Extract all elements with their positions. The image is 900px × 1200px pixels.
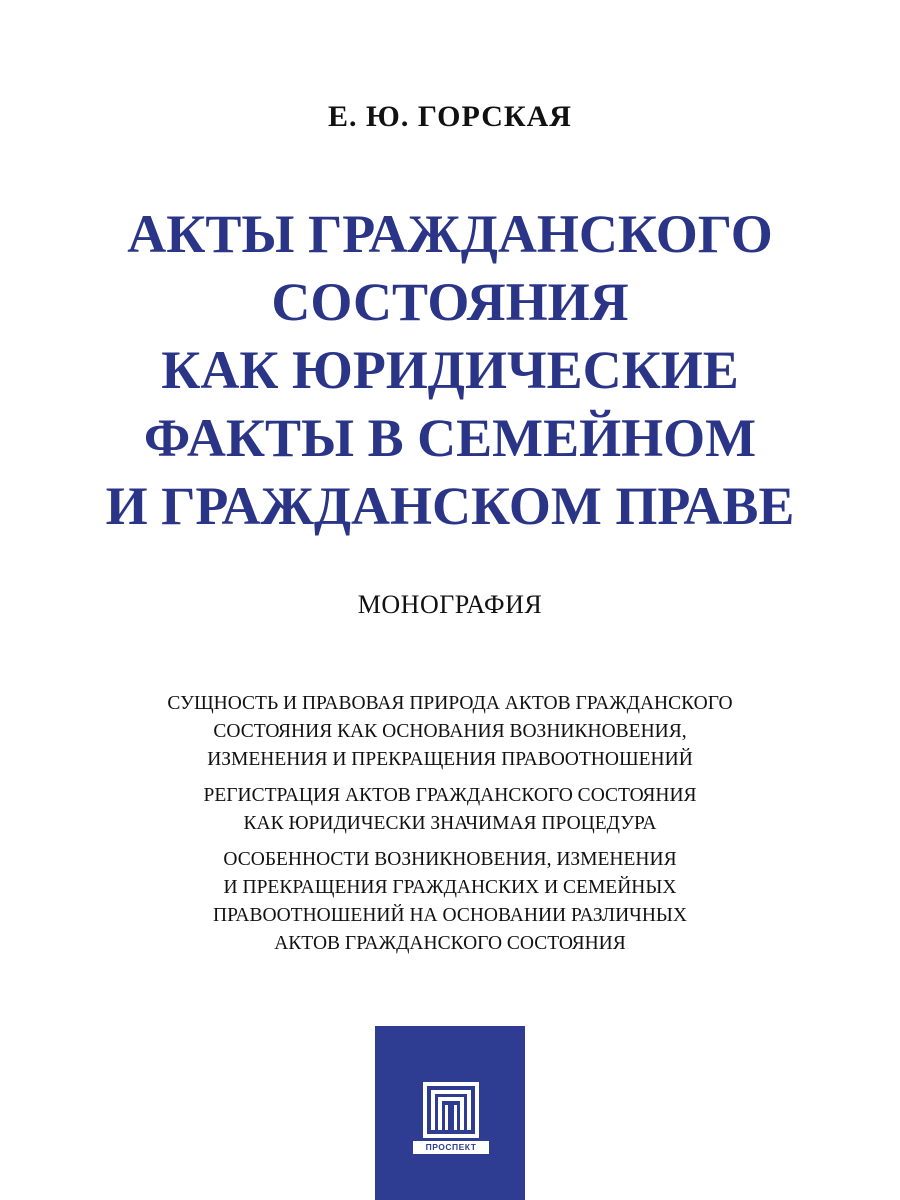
title-line: АКТЫ ГРАЖДАНСКОГО — [127, 204, 773, 264]
book-title — [0, 200, 900, 540]
topic-line: СУЩНОСТЬ И ПРАВОВАЯ ПРИРОДА АКТОВ ГРАЖДАНСКОГО — [167, 693, 733, 714]
title-line: И ГРАЖДАНСКОМ ПРАВЕ — [105, 476, 795, 536]
topics-list — [0, 690, 900, 966]
topic-item — [0, 846, 900, 958]
publisher-name: ПРОСПЕКТ — [413, 1141, 489, 1154]
topic-line: АКТОВ ГРАЖДАНСКОГО СОСТОЯНИЯ — [274, 933, 626, 954]
author-name: Е. Ю. ГОРСКАЯ — [328, 100, 572, 133]
topic-line: СОСТОЯНИЯ КАК ОСНОВАНИЯ ВОЗНИКНОВЕНИЯ, — [213, 721, 687, 742]
genre-label: МОНОГРАФИЯ — [357, 590, 543, 619]
topic-line: ИЗМЕНЕНИЯ И ПРЕКРАЩЕНИЯ ПРАВООТНОШЕНИЙ — [207, 749, 693, 770]
topic-line: ОСОБЕННОСТИ ВОЗНИКНОВЕНИЯ, ИЗМЕНЕНИЯ — [223, 849, 677, 870]
topic-line: И ПРЕКРАЩЕНИЯ ГРАЖДАНСКИХ И СЕМЕЙНЫХ — [223, 877, 677, 898]
topic-line: ПРАВООТНОШЕНИЙ НА ОСНОВАНИИ РАЗЛИЧНЫХ — [213, 905, 687, 926]
title-line: КАК ЮРИДИЧЕСКИЕ — [161, 340, 739, 400]
topic-item — [0, 782, 900, 838]
topic-line: РЕГИСТРАЦИЯ АКТОВ ГРАЖДАНСКОГО СОСТОЯНИЯ — [203, 785, 697, 806]
title-line: СОСТОЯНИЯ — [271, 272, 629, 332]
building-columns-logo-icon — [423, 1082, 479, 1138]
topic-line: КАК ЮРИДИЧЕСКИ ЗНАЧИМАЯ ПРОЦЕДУРА — [243, 813, 657, 834]
topic-item — [0, 690, 900, 774]
title-line: ФАКТЫ В СЕМЕЙНОМ — [143, 408, 757, 468]
